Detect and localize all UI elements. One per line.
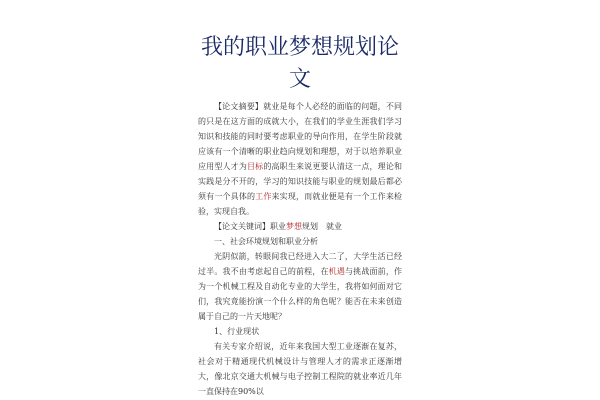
keywords-paragraph xyxy=(198,219,402,234)
abstract-text-3: 来实现，而就业便是有一个工作来检验，实现自我。 xyxy=(198,192,403,216)
title-line-2: 文 xyxy=(288,67,311,92)
document-content xyxy=(198,32,402,399)
paragraph-2: 有关专家介绍说，近年来我国大型工业逐渐在复苏，社会对于精通现代机械设计与管理人才的需求正逐渐增大，像北京交通大机械与电子控制工程院的就业率近几年一直保持在90%以 xyxy=(198,342,402,396)
abstract-text-2: 的高职生来说更要认清这一点，理论和实践是分不开的，学习的知识技能与职业的规划最后都必须有一个具体的 xyxy=(198,162,403,201)
keyword-link-mengxiang[interactable]: 梦想 xyxy=(286,222,302,231)
title-line-1: 我的职业梦想规划论 xyxy=(200,35,399,60)
section-heading-1: 一、社会环境规划和职业分析 xyxy=(214,237,318,246)
keywords-text-2: 规划 就业 xyxy=(302,222,342,231)
keyword-link-gongzuo[interactable]: 工作 xyxy=(255,192,272,201)
keyword-link-jiyu[interactable]: 机遇 xyxy=(328,267,346,276)
keywords-label: 【论文关键词】 xyxy=(214,222,270,231)
keywords-text-1: 职业 xyxy=(270,222,286,231)
paragraph-1 xyxy=(198,249,402,324)
paragraph-1-text-2: 与挑战面前，作为一个机械工程及自动化专业的大学生，我将如何面对它们，我究竟能扮演一个什么样的角色呢？能否在未来创造属于自己的一片天地呢？ xyxy=(198,267,403,321)
document-body xyxy=(198,99,402,399)
document-title xyxy=(198,32,402,96)
abstract-text-1: 就业是每个人必经的面临的问题，不同的只是在这方面的成就大小，在我们的学业生涯我们学习知识和技能的同时要考虑职业的导向作用，在学生阶段就应该有一个清晰的职业趋向规划和理想，对于以培养职业应用型人才为 xyxy=(198,102,403,171)
abstract-label: 【论文摘要】 xyxy=(214,102,264,111)
section-heading-2: 1、行业现状 xyxy=(214,327,260,336)
paragraph-1-text-1: 光阴似箭，转眼间我已经进入大二了，大学生活已经过半。我不由考虑起自己的前程，在 xyxy=(198,252,402,276)
keyword-link-mubiao[interactable]: 目标 xyxy=(247,162,264,171)
abstract-paragraph xyxy=(198,99,402,219)
